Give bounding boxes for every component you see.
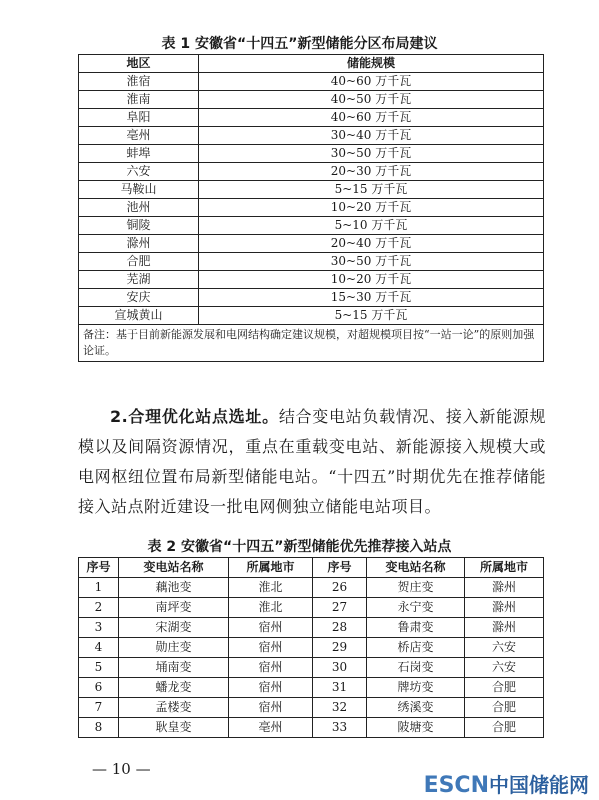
- table2-cell-no: 26: [313, 578, 367, 598]
- table1-cell-scale: 5~10 万千瓦: [199, 217, 544, 235]
- table1-row: [79, 109, 544, 127]
- table2-cell-station: 贺庄变: [367, 578, 465, 598]
- table2-header-city-left: 所属地市: [229, 558, 313, 578]
- table2-cell-station: 陂塘变: [367, 718, 465, 738]
- table2-cell-no: 4: [79, 638, 119, 658]
- table2-header-station-right: 变电站名称: [367, 558, 465, 578]
- table2-cell-station: 耿皇变: [119, 718, 229, 738]
- table1-row: [79, 253, 544, 271]
- table2-cell-station: 石岗变: [367, 658, 465, 678]
- table2-cell-city: 淮北: [229, 578, 313, 598]
- table1-cell-scale: 30~50 万千瓦: [199, 145, 544, 163]
- table1-row: [79, 145, 544, 163]
- page-number: — 10 —: [92, 760, 151, 778]
- table1-cell-region: 滁州: [79, 235, 199, 253]
- table2-cell-city: 宿州: [229, 678, 313, 698]
- escn-watermark-logo: [424, 769, 589, 798]
- table1-row: [79, 271, 544, 289]
- table1-row: [79, 91, 544, 109]
- table2-cell-city: 合肥: [465, 678, 544, 698]
- table1-cell-scale: 40~60 万千瓦: [199, 109, 544, 127]
- table1-cell-region: 铜陵: [79, 217, 199, 235]
- table1-cell-scale: 40~60 万千瓦: [199, 73, 544, 91]
- table2-cell-no: 27: [313, 598, 367, 618]
- paragraph-lead: 2.合理优化站点选址。: [110, 407, 279, 426]
- table1-cell-region: 池州: [79, 199, 199, 217]
- table1-header-region: 地区: [79, 55, 199, 73]
- table2-row: [79, 718, 544, 738]
- table1-cell-region: 淮南: [79, 91, 199, 109]
- table2-cell-no: 6: [79, 678, 119, 698]
- table1-row: [79, 289, 544, 307]
- table2-cell-no: 31: [313, 678, 367, 698]
- table2-caption: 表 2 安徽省“十四五”新型储能优先推荐接入站点: [147, 539, 452, 555]
- table1-cell-scale: 30~50 万千瓦: [199, 253, 544, 271]
- table2-cell-city: 宿州: [229, 698, 313, 718]
- table1-cell-region: 宣城黄山: [79, 307, 199, 325]
- table1-cell-region: 蚌埠: [79, 145, 199, 163]
- table2-cell-city: 宿州: [229, 618, 313, 638]
- table2-cell-no: 28: [313, 618, 367, 638]
- table2-row: [79, 618, 544, 638]
- table2-cell-city: 宿州: [229, 658, 313, 678]
- table2-cell-station: 宋湖变: [119, 618, 229, 638]
- table2-cell-station: 永宁变: [367, 598, 465, 618]
- table1-header-scale: 储能规模: [199, 55, 544, 73]
- table2-cell-no: 32: [313, 698, 367, 718]
- table1-cell-region: 安庆: [79, 289, 199, 307]
- table1-cell-scale: 5~15 万千瓦: [199, 181, 544, 199]
- table1-cell-scale: 10~20 万千瓦: [199, 271, 544, 289]
- table1-header-row: [79, 55, 544, 73]
- table1-cell-region: 阜阳: [79, 109, 199, 127]
- table2-cell-city: 亳州: [229, 718, 313, 738]
- table1-row: [79, 181, 544, 199]
- table1-cell-scale: 30~40 万千瓦: [199, 127, 544, 145]
- table2-cell-no: 7: [79, 698, 119, 718]
- table1-row: [79, 307, 544, 325]
- table1-cell-region: 马鞍山: [79, 181, 199, 199]
- table1-note-row: [79, 325, 544, 362]
- table1-row: [79, 199, 544, 217]
- table1-row: [79, 127, 544, 145]
- table1-row: [79, 163, 544, 181]
- table2-cell-city: 宿州: [229, 638, 313, 658]
- table2-row: [79, 638, 544, 658]
- table2-cell-station: 南坪变: [119, 598, 229, 618]
- table2-cell-station: 蟠龙变: [119, 678, 229, 698]
- table2-header-no-left: 序号: [79, 558, 119, 578]
- table2-cell-no: 1: [79, 578, 119, 598]
- table2-cell-no: 8: [79, 718, 119, 738]
- table2-recommended-stations: [78, 557, 544, 738]
- table2-cell-city: 合肥: [465, 718, 544, 738]
- table1-cell-scale: 40~50 万千瓦: [199, 91, 544, 109]
- table1-note: 备注：基于目前新能源发展和电网结构确定建议规模，对超规模项目按“一站一论”的原则加强论证。: [79, 325, 544, 362]
- table2-header-city-right: 所属地市: [465, 558, 544, 578]
- table1-cell-scale: 5~15 万千瓦: [199, 307, 544, 325]
- table2-header-no-right: 序号: [313, 558, 367, 578]
- table2-row: [79, 578, 544, 598]
- watermark-latin: ESCN: [423, 773, 489, 798]
- table2-cell-no: 2: [79, 598, 119, 618]
- table2-cell-station: 牌坊变: [367, 678, 465, 698]
- table1-row: [79, 235, 544, 253]
- table1-cell-region: 芜湖: [79, 271, 199, 289]
- table2-cell-city: 滁州: [465, 578, 544, 598]
- table2-header-station-left: 变电站名称: [119, 558, 229, 578]
- table2-cell-city: 六安: [465, 638, 544, 658]
- table1-row: [79, 73, 544, 91]
- paragraph-body: 结合变电站负载情况、接入新能源规模以及间隔资源情况，重点在重载变电站、新能源接入规模大或电网枢纽位置布局新型储能电站。“十四五”时期优先在推荐储能接入站点附近建设一批电网侧独立储能电站项目。: [78, 407, 546, 516]
- table1-row: [79, 217, 544, 235]
- watermark-cn: 中国储能网: [489, 773, 589, 797]
- table1-cell-region: 合肥: [79, 253, 199, 271]
- table2-cell-station: 桥店变: [367, 638, 465, 658]
- table2-cell-station: 埇南变: [119, 658, 229, 678]
- table2-cell-no: 5: [79, 658, 119, 678]
- table2-cell-no: 3: [79, 618, 119, 638]
- table1-cell-scale: 10~20 万千瓦: [199, 199, 544, 217]
- table2-cell-city: 六安: [465, 658, 544, 678]
- table2-cell-station: 勋庄变: [119, 638, 229, 658]
- table1-cell-scale: 20~40 万千瓦: [199, 235, 544, 253]
- table2-cell-no: 33: [313, 718, 367, 738]
- table1-cell-scale: 15~30 万千瓦: [199, 289, 544, 307]
- table1-caption: 表 1 安徽省“十四五”新型储能分区布局建议: [161, 36, 438, 52]
- table1-cell-scale: 20~30 万千瓦: [199, 163, 544, 181]
- table1-cell-region: 亳州: [79, 127, 199, 145]
- table2-cell-station: 鲁肃变: [367, 618, 465, 638]
- table2-cell-no: 30: [313, 658, 367, 678]
- section-paragraph: [78, 402, 546, 522]
- table2-cell-no: 29: [313, 638, 367, 658]
- table2-cell-city: 淮北: [229, 598, 313, 618]
- table2-row: [79, 658, 544, 678]
- table2-cell-station: 孟楼变: [119, 698, 229, 718]
- table2-cell-city: 滁州: [465, 618, 544, 638]
- table2-cell-city: 滁州: [465, 598, 544, 618]
- table2-cell-station: 藕池变: [119, 578, 229, 598]
- table2-cell-city: 合肥: [465, 698, 544, 718]
- table2-row: [79, 678, 544, 698]
- table1-storage-layout: [78, 54, 544, 362]
- table2-cell-station: 绣溪变: [367, 698, 465, 718]
- table2-header-row: [79, 558, 544, 578]
- table1-cell-region: 六安: [79, 163, 199, 181]
- table2-row: [79, 598, 544, 618]
- table1-cell-region: 淮宿: [79, 73, 199, 91]
- table2-row: [79, 698, 544, 718]
